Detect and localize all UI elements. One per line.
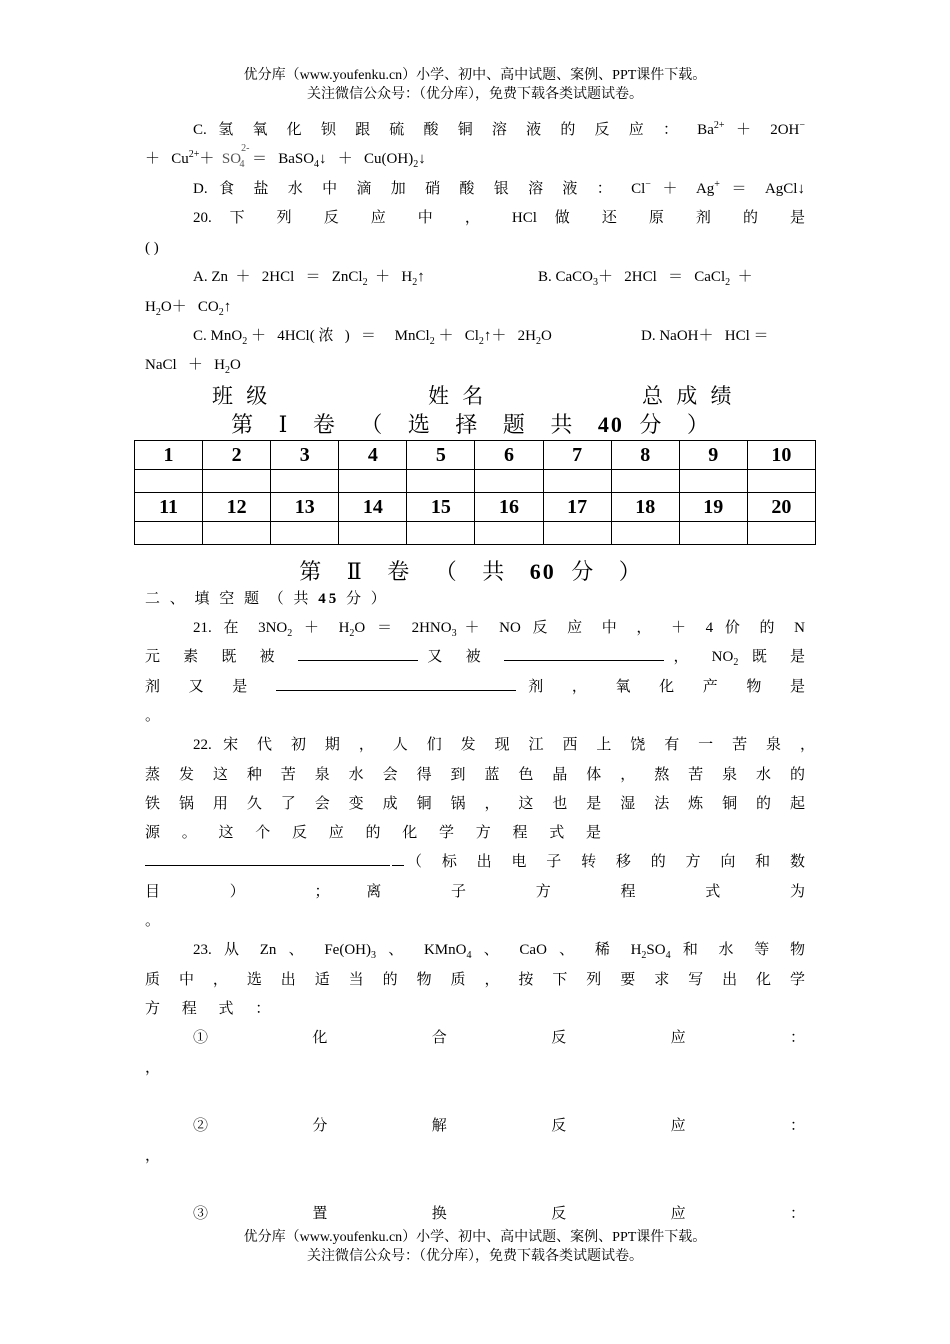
grid-number: 6	[475, 441, 543, 470]
grid-number: 20	[747, 493, 815, 522]
q22-line1: 22. 宋 代 初 期 ， 人 们 发 现 江 西 上 饶 有 一 苦 泉 ，	[193, 737, 815, 753]
answer-cell[interactable]	[747, 522, 815, 545]
q23-line2: 质 中 ， 选 出 适 当 的 物 质 ， 按 下 列 要 求 写 出 化 学	[145, 972, 805, 988]
answer-cell[interactable]	[543, 522, 611, 545]
q21-blank-2[interactable]	[504, 646, 664, 661]
q23-line3: 方 程 式 ：	[145, 1001, 280, 1017]
q20-option-d-cont: NaCl ＋ $H_2O$	[145, 357, 241, 376]
answer-grid-header-row-1	[135, 441, 816, 470]
grid-number: 18	[611, 493, 679, 522]
q19-option-d: D. 食 盐 水 中 滴 加 硝 酸 银 溶 液 ： Cl− ＋ Ag+ ＝ AgCl↓	[193, 179, 805, 197]
answer-cell[interactable]	[339, 470, 407, 493]
answer-cell[interactable]	[135, 522, 203, 545]
q19-d-label: D. 食 盐 水 中 滴 加 硝 酸 银 溶 液 ：	[193, 181, 620, 197]
grid-number: 15	[407, 493, 475, 522]
answer-cell[interactable]	[611, 522, 679, 545]
q21-blank-3[interactable]	[276, 676, 516, 691]
grid-number: 17	[543, 493, 611, 522]
grid-number: 1	[135, 441, 203, 470]
q20-paren: ( )	[145, 240, 159, 256]
grid-number: 11	[135, 493, 203, 522]
grid-number: 5	[407, 441, 475, 470]
page-footer-line2: 关注微信公众号：（优分库），免费下载各类试题试卷。	[307, 1249, 643, 1264]
q20-options-cd: C. MnO$_2$ ＋ 4HCl( 浓 ) ＝ MnCl$_2$ ＋ $Cl_2↑+ 2H_2O$ D. NaOH＋ HCl ＝	[193, 328, 769, 347]
answer-grid	[134, 440, 816, 545]
q19-option-c: C. 氢 氧 化 钡 跟 硫 酸 铜 溶 液 的 反 应 ： $Ba^{2+} + 2OH^-$	[193, 120, 805, 138]
grid-number: 8	[611, 441, 679, 470]
answer-cell[interactable]	[475, 470, 543, 493]
grid-number: 12	[203, 493, 271, 522]
grid-number: 10	[747, 441, 815, 470]
q22-line6: 目 ） ； 离 子 方 程 式 为	[145, 884, 805, 900]
part2-title: 第 Ⅱ 卷 （ 共 60 分 ）	[299, 559, 651, 584]
q23-item1: ① 化 合 反 应 ：	[193, 1030, 805, 1046]
q19-option-c-cont: ＋ $Cu^{2+}+ SO^{2-}_4$ ＝ BaSO$_4$↓ ＋ $Cu(OH)_2↓$	[145, 143, 426, 170]
sulfate-ion: $SO^{2-}_4$	[221, 143, 250, 170]
part1-title: 第 Ⅰ 卷 （ 选 择 题 共 40 分 ）	[231, 412, 719, 437]
q23-item2: ② 分 解 反 应 ：	[193, 1118, 805, 1134]
class-label: 班 级	[212, 384, 272, 408]
answer-grid-header-row-2	[135, 493, 816, 522]
q22-line4: 源 。 这 个 反 应 的 化 学 方 程 式 是	[145, 825, 611, 841]
q22-blank-equation[interactable]	[145, 851, 390, 866]
grid-number: 7	[543, 441, 611, 470]
grid-number: 13	[271, 493, 339, 522]
grid-number: 19	[679, 493, 747, 522]
answer-cell[interactable]	[611, 470, 679, 493]
answer-cell[interactable]	[203, 522, 271, 545]
q22-line5: （ 标 出 电 子 转 移 的 方 向 和 数	[145, 851, 805, 873]
grid-number: 4	[339, 441, 407, 470]
answer-cell[interactable]	[203, 470, 271, 493]
q22-line3: 铁 锅 用 久 了 会 变 成 铜 锅 ， 这 也 是 湿 法 炼 铜 的 起	[145, 796, 805, 812]
q19-c-label: C. 氢 氧 化 钡 跟 硫 酸 铜 溶 液 的 反 应 ：	[193, 122, 686, 138]
answer-grid-answer-row-2	[135, 522, 816, 545]
answer-cell[interactable]	[339, 522, 407, 545]
answer-cell[interactable]	[135, 470, 203, 493]
q23-item2-comma: ，	[145, 1148, 161, 1164]
answer-cell[interactable]	[679, 522, 747, 545]
grid-number: 9	[679, 441, 747, 470]
grid-number: 2	[203, 441, 271, 470]
answer-cell[interactable]	[407, 470, 475, 493]
grid-number: 14	[339, 493, 407, 522]
q20-d-label: D.	[641, 328, 656, 344]
q23-item1-comma: ，	[145, 1060, 161, 1076]
answer-cell[interactable]	[475, 522, 543, 545]
page-header-line2: 关注微信公众号：（优分库），免费下载各类试题试卷。	[307, 87, 643, 102]
name-label: 姓 名	[428, 384, 488, 408]
q23-line1: 23. 从 Zn 、 $Fe(OH)_3$ 、 KMnO$_4$ 、 CaO 、 稀 $H_2SO_4$ 和 水 等 物	[193, 942, 805, 961]
q20-b-label: B.	[538, 269, 552, 285]
q21-line1: 21. 在 $3NO_2 + H_2O = 2HNO_3+$ NO 反 应 中 ， ＋ 4 价 的 N	[193, 620, 805, 639]
q23-item3: ③ 置 换 反 应 ：	[193, 1206, 805, 1222]
page-header-line1: 优分库（www.youfenku.cn）小学、初中、高中试题、案例、PPT课件下载。	[243, 68, 707, 83]
answer-cell[interactable]	[407, 522, 475, 545]
q22-end: 。	[145, 913, 161, 929]
grid-number: 3	[271, 441, 339, 470]
section2-heading: 二 、 填 空 题 （ 共 45 分 ）	[145, 591, 389, 607]
answer-grid-answer-row-1	[135, 470, 816, 493]
q22-line2: 蒸 发 这 种 苦 泉 水 会 得 到 蓝 色 晶 体 ， 熬 苦 泉 水 的	[145, 767, 805, 783]
answer-cell[interactable]	[747, 470, 815, 493]
q21-line2: 元 素 既 被 又 被 ， $NO_2$ 既 是	[145, 646, 805, 668]
q21-end: 。	[145, 708, 161, 724]
q21-blank-1[interactable]	[298, 646, 418, 661]
q20-stem: 20. 下 列 反 应 中 ， HCl 做 还 原 剂 的 是	[193, 210, 805, 226]
q20-option-b-cont: $H_2O+$ $CO_2↑$	[145, 299, 232, 318]
q20-options-ab: A. Zn ＋ 2HCl ＝ ZnCl$_2$ ＋ $H_2↑$ B. CaCO$_3$＋ 2HCl ＝ CaCl$_2$ ＋	[193, 269, 753, 288]
answer-cell[interactable]	[679, 470, 747, 493]
answer-cell[interactable]	[271, 470, 339, 493]
q21-line3: 剂 又 是 剂 ， 氧 化 产 物 是	[145, 676, 805, 698]
grid-number: 16	[475, 493, 543, 522]
page-footer-line1: 优分库（www.youfenku.cn）小学、初中、高中试题、案例、PPT课件下载。	[243, 1230, 707, 1245]
answer-cell[interactable]	[543, 470, 611, 493]
answer-cell[interactable]	[271, 522, 339, 545]
total-score-label: 总 成 绩	[642, 384, 736, 408]
